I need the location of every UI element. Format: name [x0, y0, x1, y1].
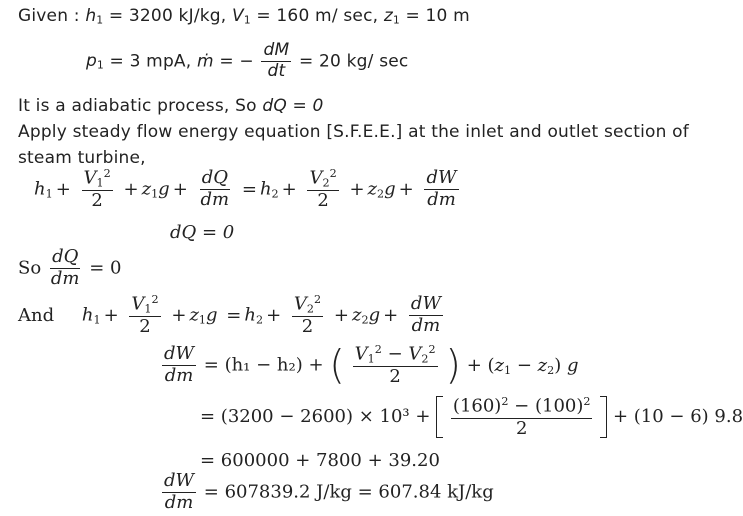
- given-h1: = 3200 kJ/kg,: [108, 6, 227, 26]
- given-line: Given : $h_1 = 3200$ kJ/kg, $V_1 = 160$ m/ sec, $z_1 = 10$ m: [18, 6, 470, 27]
- work-equation-line-3: = 600000 + 7800 + 39.20: [200, 450, 440, 471]
- and-equation: And $h_1$ + $\frac{V_1^2}{2}$ + $z_1g = h_2$ + $\frac{V_2^2}{2}$ + $z_2g$ + $\frac{dW}{dm}$: [18, 293, 441, 338]
- dm-dt-fraction: $\frac{dM}{dt}$: [263, 40, 290, 81]
- sfee-line-2: steam turbine,: [18, 148, 146, 168]
- given-label: Given :: [18, 6, 80, 26]
- so-line: So $\frac{dQ}{dm}$ = 0: [18, 246, 122, 289]
- work-equation-line-2: = (3200 − 2600) × 10³ + $\frac{(160)^2 - (100)^2}{2}$ + (10 − 6) 9.8: [200, 395, 743, 439]
- mdot-eq: = −: [219, 51, 254, 72]
- work-equation-result: $\frac{dW}{dm}$ = 607839.2 J/kg = 607.84 kJ/kg: [164, 470, 494, 513]
- dq-zero-statement: dQ = 0: [262, 96, 324, 116]
- mdot-value: = 20 kg/ sec: [298, 51, 409, 72]
- pressure-massflow-line: $p_1 = 3$ mpA, ṁ = − $\frac{dM}{dt}$ = 20 kg/ sec: [86, 40, 409, 81]
- work-equation-line-1: $\frac{dW}{dm}$ = (h₁ − h₂) + ( $\frac{V_1^2 - V_2^2}{2}$ ) + $(z_1 - z_2)$ g: [164, 342, 579, 389]
- given-v1: = 160 m/ sec,: [256, 6, 379, 26]
- sfee-line-1: Apply steady flow energy equation [S.F.E.E.] at the inlet and outlet section of: [18, 122, 689, 142]
- p1-value: = 3 mpA,: [109, 51, 192, 72]
- dq-equals-zero: dQ = 0: [170, 222, 235, 243]
- adiabatic-line: It is a adiabatic process, So dQ = 0: [18, 96, 324, 116]
- given-z1: = 10 m: [405, 6, 470, 26]
- sfee-equation: $h_1$ + $\frac{V_1^2}{2}$ + $z_1g$ + $\frac{dQ}{dm}$ = $h_2$ + $\frac{V_2^2}{2}$ + $z_2g$ + $\frac{dW}{dm}$: [34, 167, 457, 212]
